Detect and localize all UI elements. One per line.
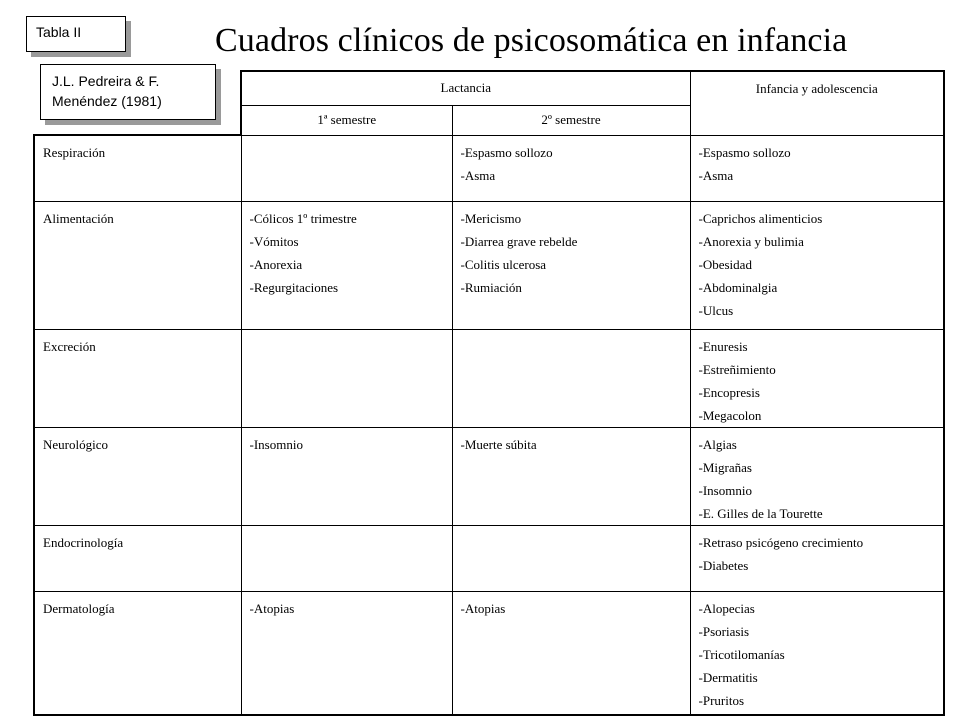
condition-item: -Insomnio	[249, 436, 303, 452]
table-row	[34, 427, 944, 525]
cell-sem2	[452, 591, 690, 715]
condition-item: -Vómitos	[249, 233, 299, 249]
cell-sem2	[452, 201, 690, 329]
table-row	[34, 201, 944, 329]
condition-item: -Obesidad	[698, 256, 752, 272]
cell-sem1	[241, 591, 452, 715]
condition-item: -Alopecias	[698, 600, 755, 616]
cell-sem2	[452, 525, 690, 591]
row-category: Endocrinología	[34, 525, 241, 591]
row-category: Neurológico	[34, 427, 241, 525]
header-infancia: Infancia y adolescencia	[690, 71, 944, 135]
table-number-label: Tabla II	[36, 24, 82, 40]
table-body	[34, 135, 944, 715]
condition-item: -Atopias	[249, 600, 295, 616]
cell-sem1	[241, 135, 452, 201]
condition-item: -Anorexia y bulimia	[698, 233, 804, 249]
condition-item: -Enuresis	[698, 338, 748, 354]
condition-item: -Migrañas	[698, 459, 752, 475]
page-title: Cuadros clínicos de psicosomática en infancia	[215, 22, 848, 59]
row-category: Alimentación	[34, 201, 241, 329]
header-sem2: 2º semestre	[452, 105, 690, 135]
condition-item: -Espasmo sollozo	[460, 144, 553, 160]
table-number-tag	[26, 16, 126, 52]
table-row	[34, 525, 944, 591]
condition-item: -Pruritos	[698, 692, 745, 708]
cell-infancia	[690, 329, 944, 427]
cell-infancia	[690, 135, 944, 201]
condition-item: -Muerte súbita	[460, 436, 537, 452]
condition-item: -Atopias	[460, 600, 506, 616]
cell-infancia	[690, 591, 944, 715]
condition-item: -Espasmo sollozo	[698, 144, 791, 160]
row-category: Respiración	[34, 135, 241, 201]
author-tag	[40, 64, 216, 120]
cell-sem1	[241, 427, 452, 525]
row-category: Dermatología	[34, 591, 241, 715]
condition-item: -Megacolon	[698, 407, 762, 423]
cell-infancia	[690, 525, 944, 591]
row-category: Excreción	[34, 329, 241, 427]
cell-sem2	[452, 135, 690, 201]
condition-item: -Algias	[698, 436, 737, 452]
condition-item: -Mericismo	[460, 210, 522, 226]
condition-item: -Colitis ulcerosa	[460, 256, 547, 272]
author-line-1: J.L. Pedreira & F.	[52, 73, 160, 89]
cell-sem1	[241, 329, 452, 427]
condition-item: -Asma	[460, 167, 496, 183]
condition-item: -Anorexia	[249, 256, 303, 272]
condition-item: -Diarrea grave rebelde	[460, 233, 578, 249]
condition-item: -Ulcus	[698, 302, 734, 318]
cell-infancia	[690, 201, 944, 329]
condition-item: -Encopresis	[698, 384, 760, 400]
condition-item: -Retraso psicógeno crecimiento	[698, 534, 864, 550]
cell-sem2	[452, 427, 690, 525]
cell-sem1	[241, 201, 452, 329]
author-line-2: Menéndez (1981)	[52, 93, 162, 109]
cell-infancia	[690, 427, 944, 525]
table-row	[34, 329, 944, 427]
condition-item: -Estreñimiento	[698, 361, 776, 377]
header-sem1: 1ª semestre	[241, 105, 452, 135]
condition-item: -Abdominalgia	[698, 279, 778, 295]
condition-item: -Rumiación	[460, 279, 522, 295]
cell-sem2	[452, 329, 690, 427]
condition-item: -Regurgitaciones	[249, 279, 339, 295]
condition-item: -Cólicos 1º trimestre	[249, 210, 357, 226]
header-lactancia: Lactancia	[241, 71, 690, 105]
table-row	[34, 591, 944, 715]
condition-item: -Diabetes	[698, 557, 749, 573]
condition-item: -Tricotilomanías	[698, 646, 785, 662]
condition-item: -Dermatitis	[698, 669, 758, 685]
table-row	[34, 135, 944, 201]
condition-item: -Psoriasis	[698, 623, 750, 639]
cell-sem1	[241, 525, 452, 591]
condition-item: -Asma	[698, 167, 734, 183]
condition-item: -Insomnio	[698, 482, 752, 498]
psychosomatic-table	[33, 70, 945, 716]
condition-item: -E. Gilles de la Tourette	[698, 505, 823, 521]
condition-item: -Caprichos alimenticios	[698, 210, 823, 226]
